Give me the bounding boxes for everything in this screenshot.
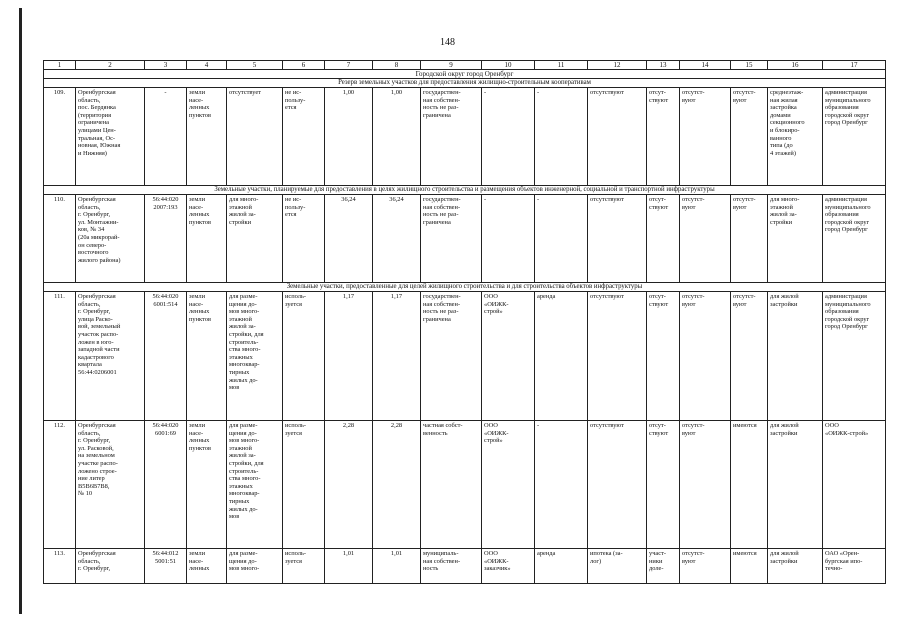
table-cell: отсут- ствуют bbox=[647, 292, 680, 421]
table-cell: для жилой застройки bbox=[768, 549, 823, 584]
table-cell: не ис- пользу- ется bbox=[283, 195, 325, 283]
table-cell: отсутст- вуют bbox=[731, 88, 768, 186]
table-cell: отсутст- вуют bbox=[680, 88, 731, 186]
column-number: 8 bbox=[373, 61, 421, 70]
column-number: 15 bbox=[731, 61, 768, 70]
table-cell: отсутст- вуют bbox=[680, 421, 731, 549]
table-cell: 1,17 bbox=[325, 292, 373, 421]
table-cell: для много- этажной жилой за- стройки bbox=[227, 195, 283, 283]
land-plot-table bbox=[43, 60, 886, 584]
table-cell: для разме- щения до- мов много- bbox=[227, 549, 283, 584]
column-number: 14 bbox=[680, 61, 731, 70]
table-cell: 56:44:020 2007:193 bbox=[145, 195, 187, 283]
table-cell: отсут- ствуют bbox=[647, 421, 680, 549]
table-cell: земли насе- ленных пунктов bbox=[187, 195, 227, 283]
table-cell: земли насе- ленных bbox=[187, 549, 227, 584]
table-cell: 1,01 bbox=[325, 549, 373, 584]
section-header-row bbox=[44, 186, 886, 195]
table-cell: - bbox=[535, 88, 588, 186]
table-cell: государствен- ная собствен- ность не раз- граничена bbox=[421, 88, 482, 186]
table-cell: - bbox=[535, 421, 588, 549]
table-cell: Оренбургская область, г. Оренбург, ул. Расковой, на земельном участке распо- ложено строе- ние литер В5В6В7В8, № 10 bbox=[76, 421, 145, 549]
column-number: 3 bbox=[145, 61, 187, 70]
table-cell: среднеэтаж- ная жилая застройка домами секционного и блокиро- ванного типа (до 4 этажей) bbox=[768, 88, 823, 186]
table-cell: муниципаль- ная собствен- ность bbox=[421, 549, 482, 584]
table-cell: 1,00 bbox=[373, 88, 421, 186]
table-cell: государствен- ная собствен- ность не раз- граничена bbox=[421, 292, 482, 421]
table-cell: отсутствуют bbox=[588, 292, 647, 421]
table-cell: земли насе- ленных пунктов bbox=[187, 421, 227, 549]
table-cell: 112. bbox=[44, 421, 76, 549]
table-cell: ипотека (за- лог) bbox=[588, 549, 647, 584]
section-header-row bbox=[44, 79, 886, 88]
column-number: 1 bbox=[44, 61, 76, 70]
table-cell: ООО «ОИЖК-строй» bbox=[823, 421, 886, 549]
column-number: 6 bbox=[283, 61, 325, 70]
table-cell: земли насе- ленных пунктов bbox=[187, 292, 227, 421]
table-cell: - bbox=[145, 88, 187, 186]
table-cell: ООО «ОИЖК- заказчик» bbox=[482, 549, 535, 584]
table-cell: для много- этажной жилой за- стройки bbox=[768, 195, 823, 283]
table-cell: Оренбургская область, г. Оренбург, bbox=[76, 549, 145, 584]
table-cell: для разме- щения до- мов много- этажной жилой за- стройки, для строитель- ства много- этажных многоквар- тирных жилых до- мов bbox=[227, 421, 283, 549]
column-number: 16 bbox=[768, 61, 823, 70]
column-number: 13 bbox=[647, 61, 680, 70]
table-cell: 1,00 bbox=[325, 88, 373, 186]
table-cell: участ- ники доле- bbox=[647, 549, 680, 584]
table-cell: для жилой застройки bbox=[768, 421, 823, 549]
table-cell: 2,28 bbox=[373, 421, 421, 549]
table-cell: для жилой застройки bbox=[768, 292, 823, 421]
page-binding-edge bbox=[19, 8, 22, 614]
table-cell: отсутст- вуют bbox=[731, 195, 768, 283]
table-cell: 111. bbox=[44, 292, 76, 421]
table-cell: аренда bbox=[535, 549, 588, 584]
table-cell: ООО «ОИЖК- строй» bbox=[482, 421, 535, 549]
table-cell: - bbox=[482, 88, 535, 186]
table-cell: 56:44:020 6001:514 bbox=[145, 292, 187, 421]
column-number: 17 bbox=[823, 61, 886, 70]
column-number: 5 bbox=[227, 61, 283, 70]
table-cell: администрация муниципального образования городской округ город Оренбург bbox=[823, 195, 886, 283]
table-cell: администрация муниципального образования городской округ город Оренбург bbox=[823, 88, 886, 186]
section-title: Резерв земельных участков для предоставления жилищно-строительным кооперативам bbox=[44, 79, 886, 88]
section-header-row bbox=[44, 283, 886, 292]
column-number: 11 bbox=[535, 61, 588, 70]
table-cell: отсутствуют bbox=[588, 421, 647, 549]
table-cell: исполь- зуется bbox=[283, 292, 325, 421]
column-number-row bbox=[44, 61, 886, 70]
table-cell: Оренбургская область, г. Оренбург, ул. Монтажни- ков, № 34 (20а микрорай- он северо- восточного жилого района) bbox=[76, 195, 145, 283]
table-cell: для разме- щения до- мов много- этажной жилой за- стройки, для строитель- ства много- этажных многоквар- тирных жилых до- мов bbox=[227, 292, 283, 421]
table-cell: ОАО «Орен- бургская ипо- течно- bbox=[823, 549, 886, 584]
table-cell: отсутствует bbox=[227, 88, 283, 186]
page-number: 148 bbox=[440, 37, 455, 48]
table-cell: 109. bbox=[44, 88, 76, 186]
table-cell: ООО «ОИЖК- строй» bbox=[482, 292, 535, 421]
table-cell: аренда bbox=[535, 292, 588, 421]
table-cell: - bbox=[535, 195, 588, 283]
table-cell: отсутствуют bbox=[588, 195, 647, 283]
column-number: 9 bbox=[421, 61, 482, 70]
table-cell: 36,24 bbox=[325, 195, 373, 283]
table-cell: 2,28 bbox=[325, 421, 373, 549]
table-row bbox=[44, 421, 886, 549]
table-cell: отсутст- вуют bbox=[680, 292, 731, 421]
table-cell: 56:44:012 5001:51 bbox=[145, 549, 187, 584]
district-title: Городской округ город Оренбург bbox=[44, 70, 886, 79]
table-cell: отсут- ствуют bbox=[647, 88, 680, 186]
section-title: Земельные участки, планируемые для предоставления в целях жилищного строительства и размещения объектов инженерной, социальной и транспортной инфраструктуры bbox=[44, 186, 886, 195]
table-cell: Оренбургская область, пос. Бердянка (территория ограничена улицами Цен- тральная, Ос- новная, Южная и Нижняя) bbox=[76, 88, 145, 186]
table-cell: не ис- пользу- ется bbox=[283, 88, 325, 186]
table-cell: исполь- зуется bbox=[283, 421, 325, 549]
table-cell: исполь- зуется bbox=[283, 549, 325, 584]
table-cell: Оренбургская область, г. Оренбург, улица Раско- вой, земельный участок распо- ложен в юго- западной части кадастрового квартала 56:44:0206001 bbox=[76, 292, 145, 421]
table-row bbox=[44, 88, 886, 186]
table-cell: 56:44:020 6001:69 bbox=[145, 421, 187, 549]
table-cell: отсутст- вуют bbox=[680, 195, 731, 283]
section-title: Земельные участки, предоставленные для целей жилищного строительства и для строительства объектов инфраструктуры bbox=[44, 283, 886, 292]
column-number: 7 bbox=[325, 61, 373, 70]
table-cell: имеются bbox=[731, 421, 768, 549]
column-number: 4 bbox=[187, 61, 227, 70]
table-cell: 113. bbox=[44, 549, 76, 584]
column-number: 10 bbox=[482, 61, 535, 70]
column-number: 2 bbox=[76, 61, 145, 70]
table-cell: 110. bbox=[44, 195, 76, 283]
table-cell: отсутст- вуют bbox=[731, 292, 768, 421]
table-cell: отсут- ствуют bbox=[647, 195, 680, 283]
table-cell: - bbox=[482, 195, 535, 283]
table-cell: земли насе- ленных пунктов bbox=[187, 88, 227, 186]
table-cell: отсутствуют bbox=[588, 88, 647, 186]
table-cell: 36,24 bbox=[373, 195, 421, 283]
table-cell: администрация муниципального образования городской округ город Оренбург bbox=[823, 292, 886, 421]
table-cell: отсутст- вуют bbox=[680, 549, 731, 584]
table-cell: частная собст- венность bbox=[421, 421, 482, 549]
district-header-row bbox=[44, 70, 886, 79]
column-number: 12 bbox=[588, 61, 647, 70]
table-cell: имеются bbox=[731, 549, 768, 584]
table-row bbox=[44, 195, 886, 283]
table-row bbox=[44, 292, 886, 421]
table-cell: 1,01 bbox=[373, 549, 421, 584]
table-cell: государствен- ная собствен- ность не раз- граничена bbox=[421, 195, 482, 283]
table-row bbox=[44, 549, 886, 584]
table-cell: 1,17 bbox=[373, 292, 421, 421]
